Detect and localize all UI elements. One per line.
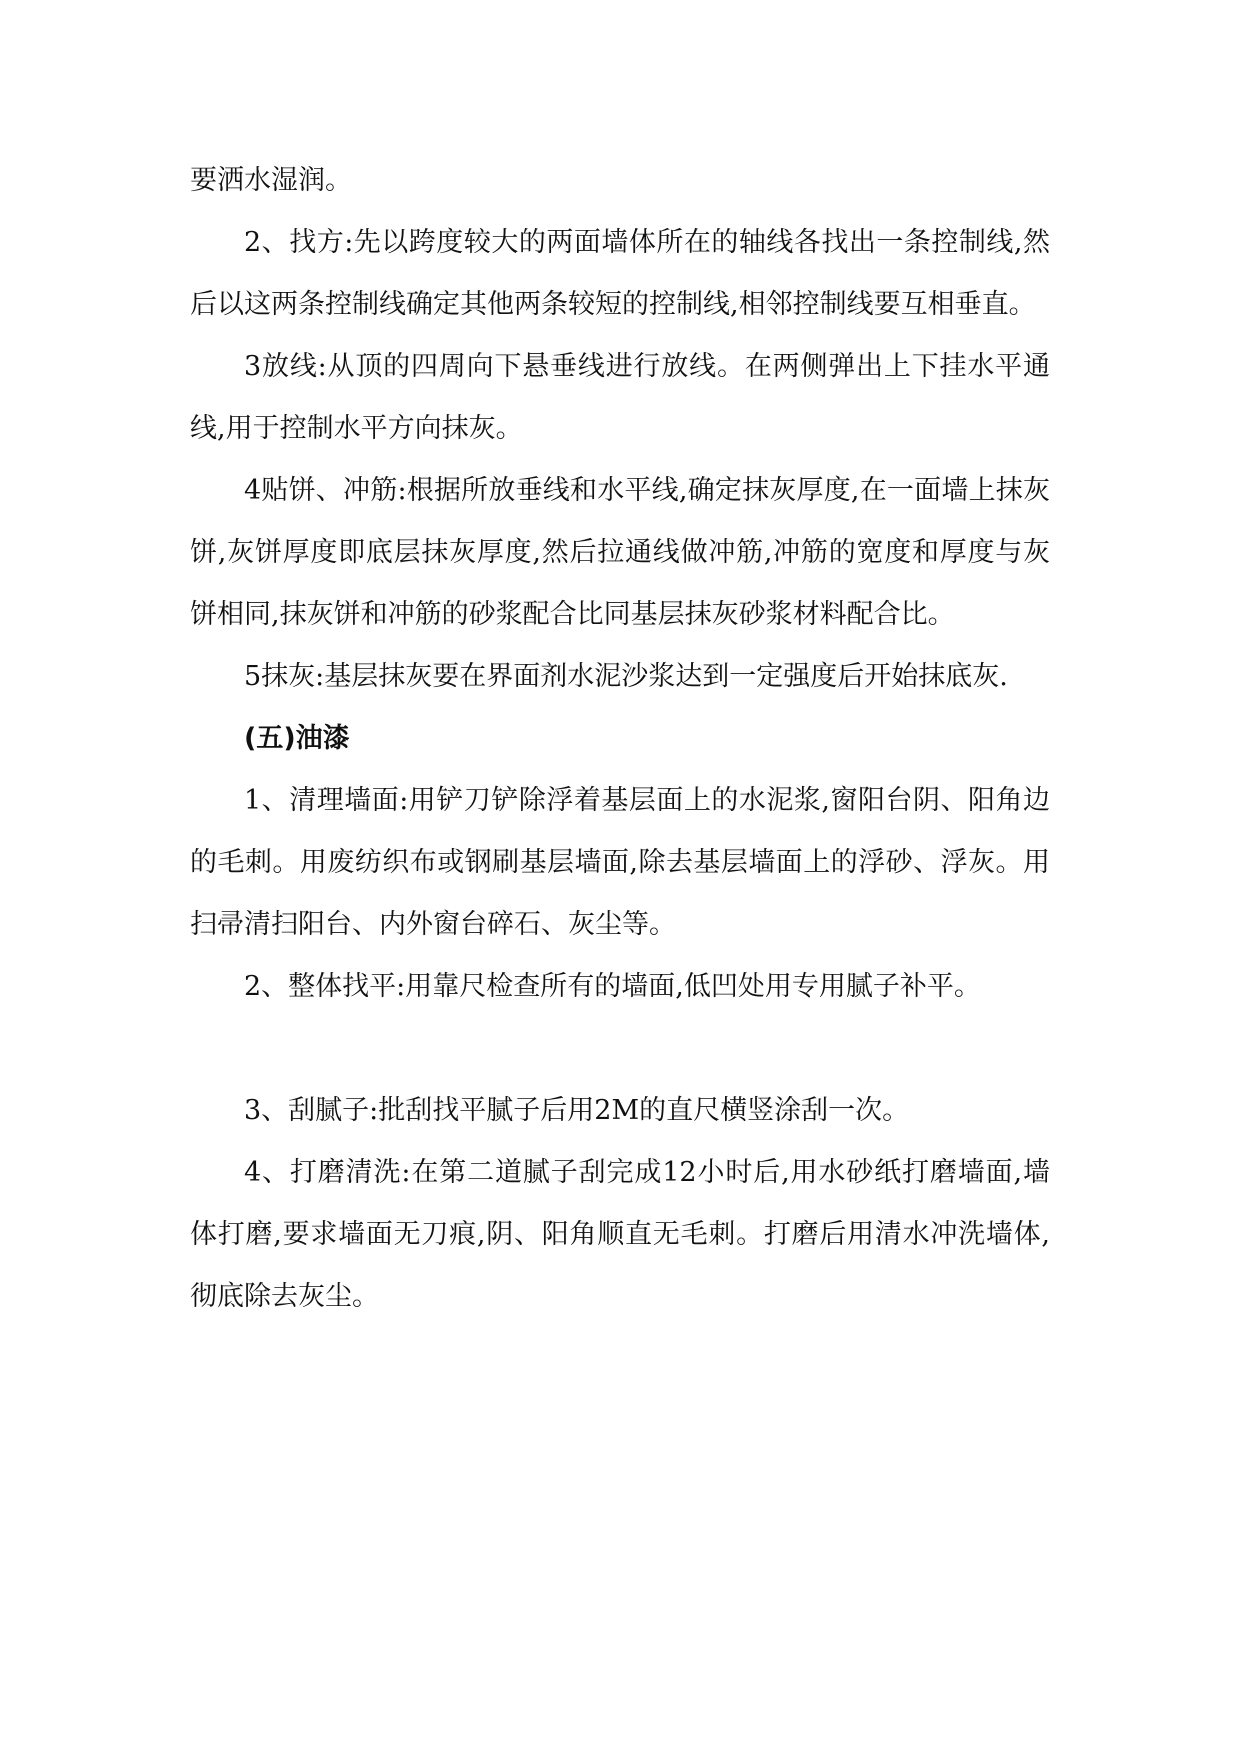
paragraph-step-3-layout-lines: 3放线:从顶的四周向下悬垂线进行放线。在两侧弹出上下挂水平通线,用于控制水平方向抹灰。 (190, 351, 1050, 444)
paragraph-painting-step-4: 4、打磨清洗:在第二道腻子刮完成12小时后,用水砂纸打磨墙面,墙体打磨,要求墙面无刀痕,阴、阳角顺直无毛刺。打磨后用清水冲洗墙体,彻底除去灰尘。 (190, 1157, 1050, 1312)
section-heading-painting: (五)油漆 (244, 723, 350, 754)
paragraph-painting-step-3: 3、刮腻子:批刮找平腻子后用2M的直尺横竖涂刮一次。 (244, 1095, 910, 1126)
paragraph-painting-step-1: 1、清理墙面:用铲刀铲除浮着基层面上的水泥浆,窗阳台阴、阳角边的毛刺。用废纺织布或钢刷基层墙面,除去基层墙面上的浮砂、浮灰。用扫帚清扫阳台、内外窗台碎石、灰尘等。 (190, 785, 1050, 940)
paragraph-painting-step-2: 2、整体找平:用靠尺检查所有的墙面,低凹处用专用腻子补平。 (244, 971, 981, 1002)
document-body (190, 150, 1050, 1328)
paragraph-step-2-squaring: 2、找方:先以跨度较大的两面墙体所在的轴线各找出一条控制线,然后以这两条控制线确定其他两条较短的控制线,相邻控制线要互相垂直。 (190, 227, 1050, 320)
blank-line (190, 1018, 1050, 1080)
paragraph-step-4-plaster-dots: 4贴饼、冲筋:根据所放垂线和水平线,确定抹灰厚度,在一面墙上抹灰饼,灰饼厚度即底层抹灰厚度,然后拉通线做冲筋,冲筋的宽度和厚度与灰饼相同,抹灰饼和冲筋的砂浆配合比同基层抹灰砂浆材料配合比。 (190, 475, 1050, 630)
paragraph-continuation: 要洒水湿润。 (190, 165, 352, 196)
paragraph-step-5-plastering: 5抹灰:基层抹灰要在界面剂水泥沙浆达到一定强度后开始抹底灰. (244, 661, 1008, 692)
